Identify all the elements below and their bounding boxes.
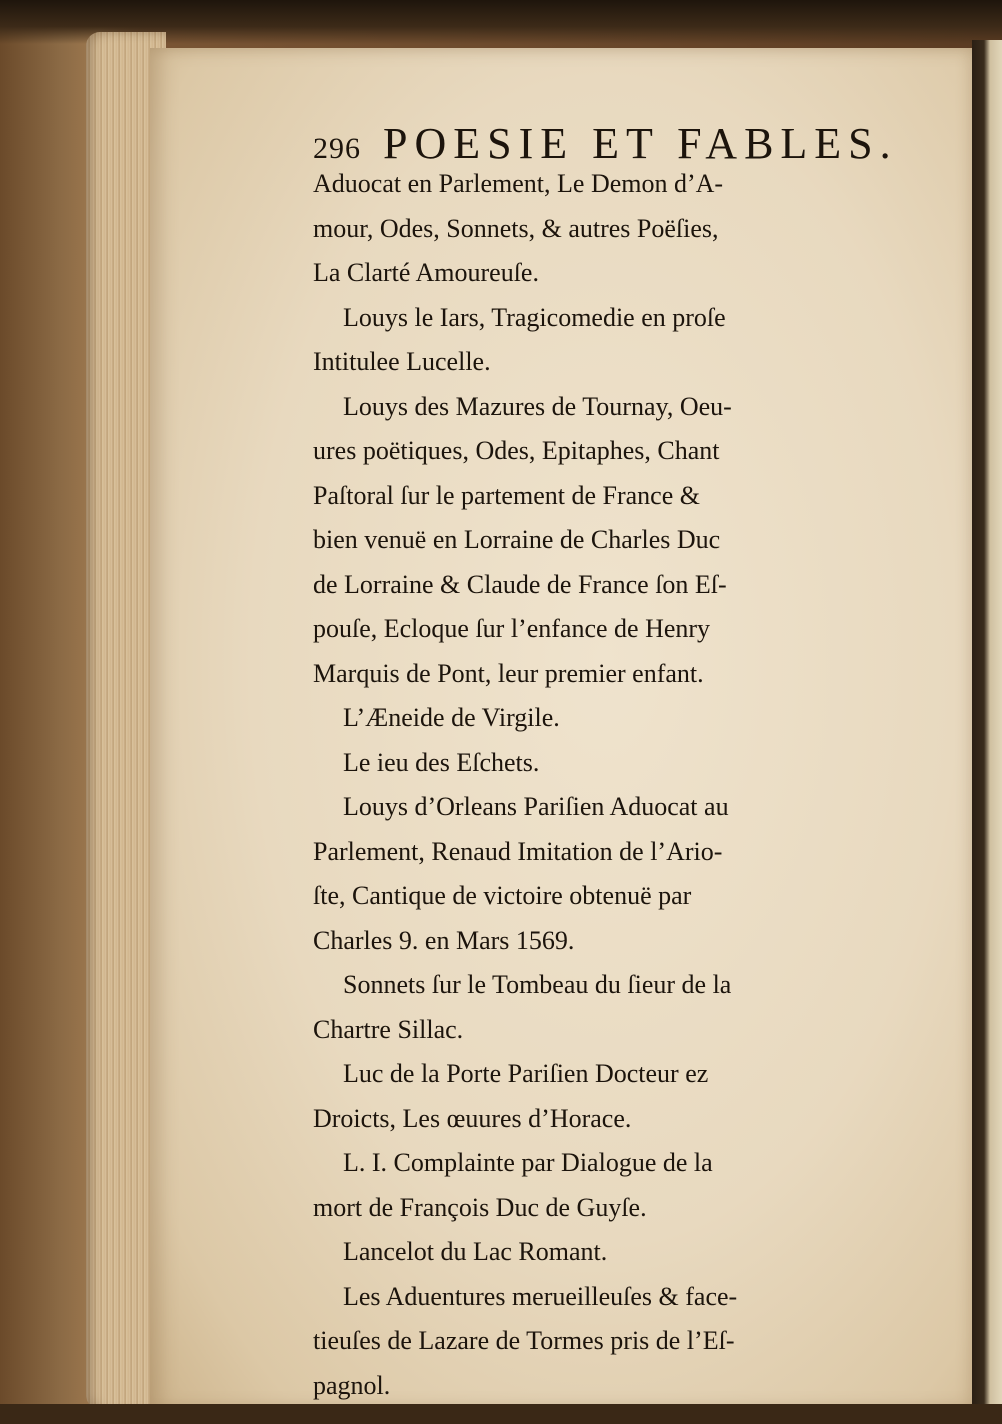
text-line: Aduocat en Parlement, Le Demon d’A- xyxy=(313,169,724,198)
text-line: ures poëtiques, Odes, Epitaphes, Chant xyxy=(313,436,720,465)
text-line: de Lorraine & Claude de France ſon Eſ- xyxy=(313,569,727,599)
text-line: Intitulee Lucelle. xyxy=(313,347,491,376)
text-line: Les Aduentures merueilleuſes & face- xyxy=(343,1281,738,1311)
page-body xyxy=(313,162,913,1408)
text-line: Louys des Mazures de Tournay, Oeu- xyxy=(343,391,732,421)
running-title: POESIE ET FABLES. xyxy=(383,119,898,168)
text-line: Luc de la Porte Pariſien Docteur ez xyxy=(343,1059,709,1088)
text-line: Droicts, Les œuures d’Horace. xyxy=(313,1103,632,1133)
text-line: Paſtoral ſur le partement de France & xyxy=(313,480,700,510)
text-line: mort de François Duc de Guyſe. xyxy=(313,1192,647,1222)
book-gutter xyxy=(972,40,1002,1424)
text-line: Le ieu des Eſchets. xyxy=(343,747,540,777)
text-line: Louys d’Orleans Pariſien Aduocat au xyxy=(343,792,729,821)
text-line: La Clarté Amoureuſe. xyxy=(313,258,539,287)
text-line: Lancelot du Lac Romant. xyxy=(343,1237,608,1266)
text-line: ſte, Cantique de victoire obtenuë par xyxy=(313,881,692,910)
text-line: Marquis de Pont, leur premier enfant. xyxy=(313,658,704,688)
text-line: Parlement, Renaud Imitation de l’Ario- xyxy=(313,836,723,866)
text-line: pagnol. xyxy=(313,1370,391,1400)
text-line: pouſe, Ecloque ſur l’enfance de Henry xyxy=(313,614,711,643)
text-line: Chartre Sillac. xyxy=(313,1014,464,1044)
text-line: Sonnets ſur le Tombeau du ſieur de la xyxy=(343,970,732,999)
text-line: mour, Odes, Sonnets, & autres Poëſies, xyxy=(313,213,719,243)
text-line: Charles 9. en Mars 1569. xyxy=(313,925,575,955)
text-line: L. I. Complainte par Dialogue de la xyxy=(343,1148,713,1177)
text-line: bien venuë en Lorraine de Charles Duc xyxy=(313,525,721,554)
page-number: 296 xyxy=(313,132,361,165)
text-line: Louys le Iars, Tragicomedie en proſe xyxy=(343,302,726,332)
text-line: tieuſes de Lazare de Tormes pris de l’Eſ- xyxy=(313,1326,735,1355)
text-line: L’Æneide de Virgile. xyxy=(343,703,560,732)
